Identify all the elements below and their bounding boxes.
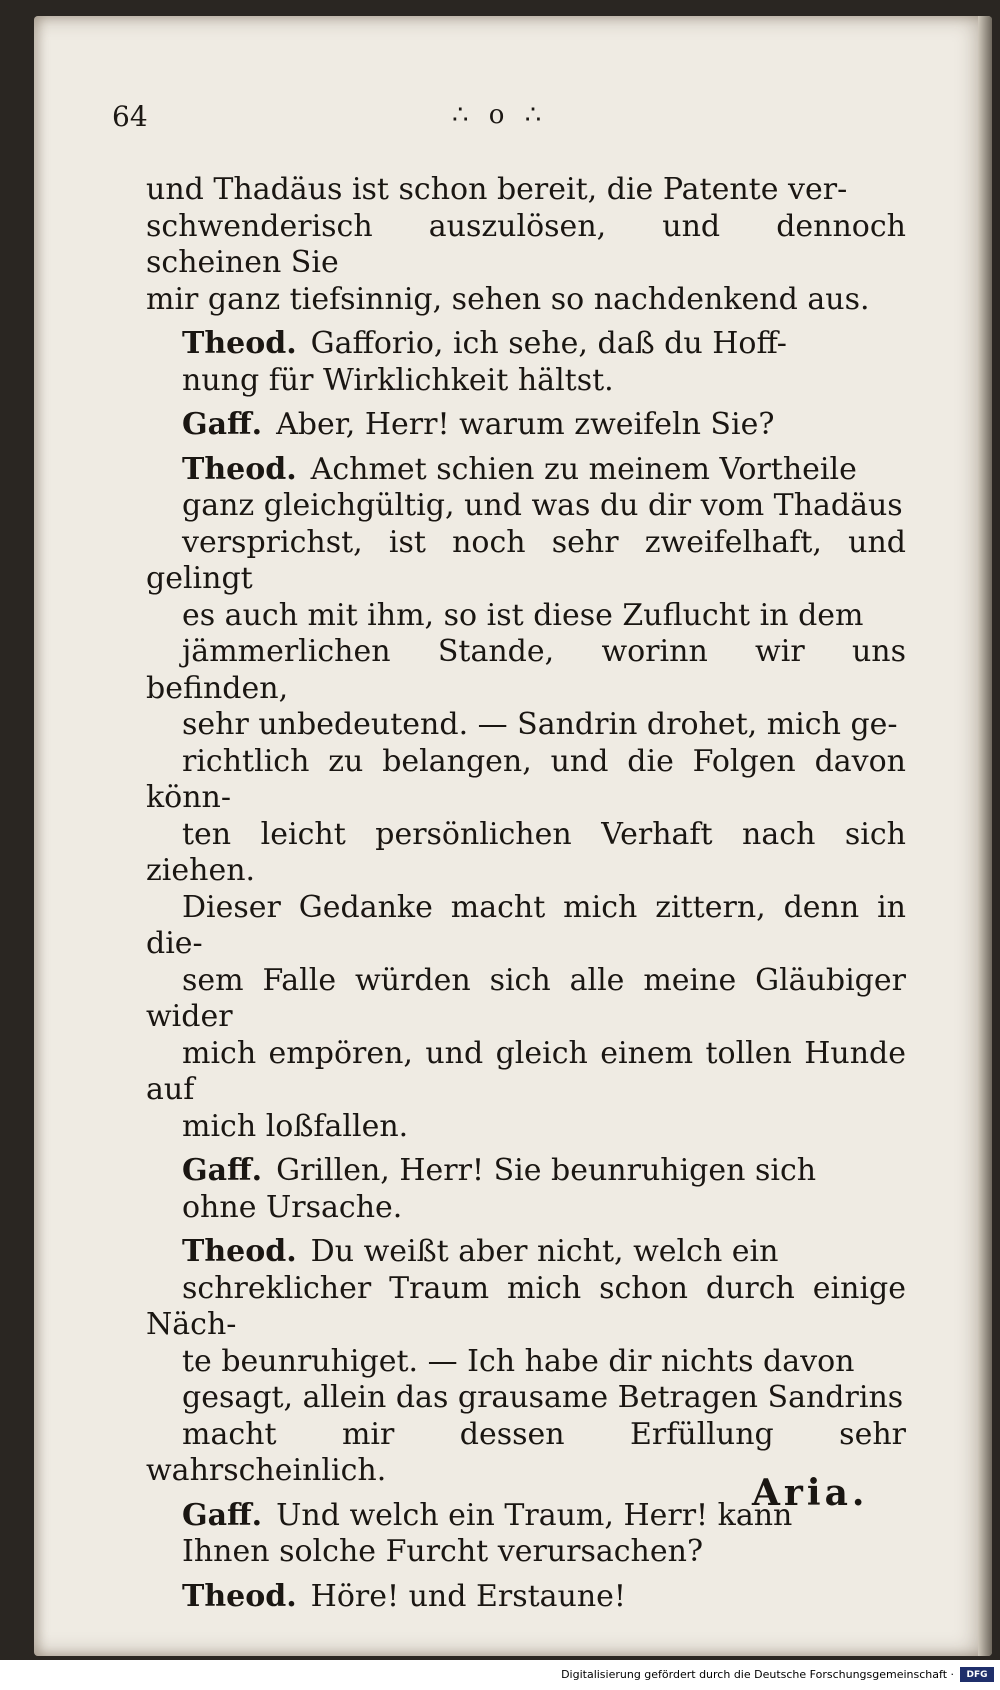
paragraph xyxy=(146,452,906,1146)
paragraph xyxy=(146,407,906,444)
text-line: Ihnen solche Furcht verursachen? xyxy=(182,1534,704,1569)
page-number: 64 xyxy=(112,100,148,133)
page-gutter xyxy=(978,16,992,1656)
text-line: ganz gleichgültig, und was du dir vom Thadäus xyxy=(182,488,903,523)
catchword: Aria. xyxy=(752,1472,869,1514)
text-line: mir ganz tiefsinnig, sehen so nachdenkend aus. xyxy=(146,281,870,317)
speaker-name: Theod. xyxy=(182,1578,297,1614)
text-line: gesagt, allein das grausame Betragen Sandrins xyxy=(182,1380,904,1415)
text-line: Dieser Gedanke macht mich zittern, denn in die- xyxy=(146,889,906,961)
dfg-logo: DFG xyxy=(960,1667,994,1682)
speaker-name: Gaff. xyxy=(182,1497,263,1533)
speaker-name: Theod. xyxy=(182,451,297,487)
speaker-name: Theod. xyxy=(182,326,297,361)
text-line: Aber, Herr! warum zweifeln Sie? xyxy=(276,407,775,442)
text-line: nung für Wirklichkeit hältst. xyxy=(182,362,614,398)
text-line: und Thadäus ist schon bereit, die Patente ver- xyxy=(146,172,848,207)
text-line: jämmerlichen Stande, worinn wir uns befinden, xyxy=(146,634,906,706)
paragraph xyxy=(146,1153,906,1226)
footer-bar xyxy=(0,1660,1000,1690)
text-line: Du weißt aber nicht, welch ein xyxy=(310,1234,779,1269)
text-line: te beunruhiget. — Ich habe dir nichts davon xyxy=(182,1343,855,1379)
text-line: mich loßfallen. xyxy=(182,1108,409,1144)
paragraph xyxy=(146,1234,906,1490)
speaker-name: Gaff. xyxy=(182,407,263,442)
page-header xyxy=(112,100,902,136)
text-line: schwenderisch auszulösen, und dennoch scheinen Sie xyxy=(146,208,906,280)
text-line: richtlich zu belangen, und die Folgen davon könn- xyxy=(146,743,906,815)
speaker-name: Gaff. xyxy=(182,1153,263,1188)
text-line: macht mir dessen Erfüllung sehr wahrscheinlich. xyxy=(146,1416,906,1488)
text-line: Höre! und Erstaune! xyxy=(310,1578,626,1614)
paragraph xyxy=(146,172,906,318)
paragraph xyxy=(146,326,906,399)
text-line: Achmet schien zu meinem Vortheile xyxy=(310,451,857,487)
speaker-name: Theod. xyxy=(182,1234,297,1269)
text-line: ohne Ursache. xyxy=(182,1189,403,1225)
text-line: mich empören, und gleich einem tollen Hunde auf xyxy=(146,1035,906,1107)
text-line: schreklicher Traum mich schon durch einige Näch- xyxy=(146,1270,906,1342)
paragraph xyxy=(146,1579,906,1616)
text-line: ten leicht persönlichen Verhaft nach sich ziehen. xyxy=(146,816,906,888)
text-line: es auch mit ihm, so ist diese Zuflucht in dem xyxy=(182,597,864,633)
text-line: versprichst, ist noch sehr zweifelhaft, und gelingt xyxy=(146,524,906,596)
text-line: sehr unbedeutend. — Sandrin drohet, mich ge- xyxy=(182,707,898,742)
funding-note: Digitalisierung gefördert durch die Deutsche Forschungsgemeinschaft · xyxy=(561,1668,954,1681)
text-line: sem Falle würden sich alle meine Gläubiger wider xyxy=(146,962,906,1034)
header-ornament: ∴ o ∴ xyxy=(452,100,548,130)
text-line: Gafforio, ich sehe, daß du Hoff- xyxy=(310,326,787,361)
text-line: Grillen, Herr! Sie beunruhigen sich xyxy=(276,1153,817,1188)
text-line: Und welch ein Traum, Herr! kann xyxy=(276,1497,793,1533)
body-text xyxy=(146,172,906,1623)
